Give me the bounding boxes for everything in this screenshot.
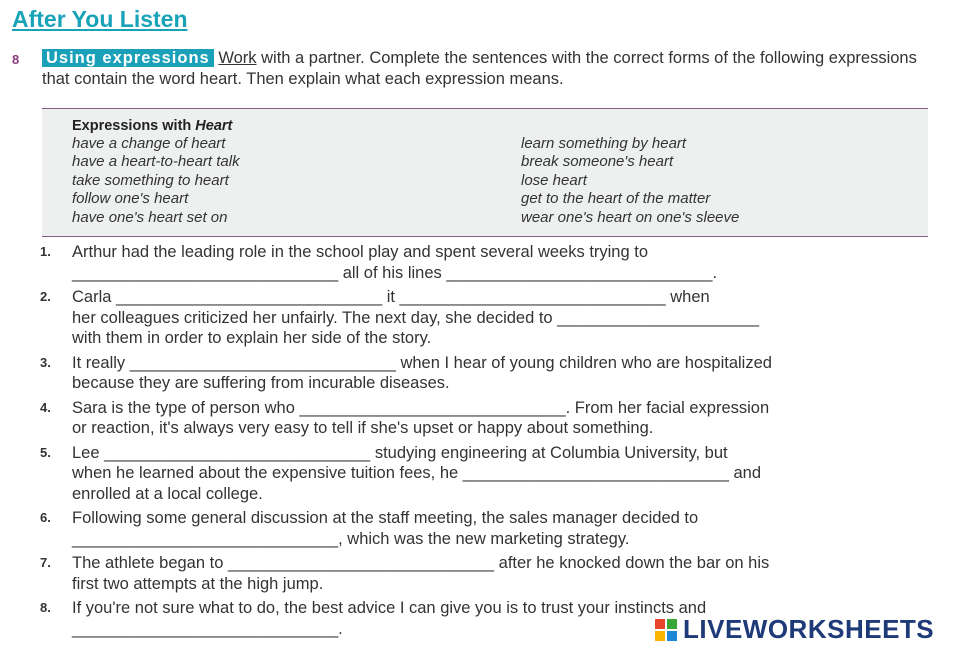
item-number: 5.	[40, 444, 51, 460]
exercise-item	[40, 398, 935, 439]
expression-item: wear one's heart on one's sleeve	[521, 208, 740, 226]
expressions-box-title	[72, 118, 232, 134]
logo-text: LIVEWORKSHEETS	[683, 614, 935, 644]
expressions-left-column	[72, 135, 240, 227]
expression-item: have one's heart set on	[72, 208, 228, 226]
item-text[interactable]: Lee _____________________________ studying engineering at Columbia University, but when he learned about the expensive tuition fees, he _____________________________ and enrolled at a local college.	[72, 443, 762, 503]
exercise-item	[40, 242, 935, 283]
exercise-item	[40, 353, 935, 394]
item-number: 7.	[40, 555, 51, 570]
expression-item: break someone's heart	[521, 153, 674, 171]
logo-block	[655, 631, 665, 641]
item-number: 2.	[40, 289, 51, 304]
expression-item: have a heart-to-heart talk	[72, 153, 240, 171]
expression-item: lose heart	[521, 171, 587, 189]
exercise-instruction	[42, 48, 922, 90]
item-text[interactable]: The athlete began to _____________________________ after he knocked down the bar on his first two attempts at the high jump.	[72, 554, 770, 593]
page-title: After You Listen	[12, 6, 188, 32]
instruction-work: Work	[218, 49, 257, 67]
item-text[interactable]: Carla _____________________________ it _____________________________ when her colleagues criticized her unfairly. The next day, she decided to ______________________ with them in order to explain her side of the story.	[72, 288, 760, 347]
exercise-number: 8	[12, 52, 20, 67]
expression-item: follow one's heart	[72, 190, 189, 208]
item-number: 4.	[40, 399, 51, 415]
logo-block	[667, 631, 677, 641]
expression-item: take something to heart	[72, 171, 229, 189]
item-number: 8.	[40, 600, 51, 615]
item-number: 3.	[40, 354, 51, 370]
item-text[interactable]: Arthur had the leading role in the school play and spent several weeks trying to _____________________________ all of his lines _____________________________.	[72, 243, 718, 282]
logo-block	[667, 619, 677, 629]
item-text[interactable]: If you're not sure what to do, the best advice I can give you is to trust your instincts and _____________________________.	[72, 599, 707, 638]
item-number: 1.	[40, 244, 51, 259]
expressions-box	[42, 108, 928, 237]
item-text[interactable]: Sara is the type of person who _____________________________. From her facial expression or reaction, it's always very easy to tell if she's upset or happy about something.	[72, 398, 770, 437]
expression-item: get to the heart of the matter	[521, 190, 711, 208]
exercise-items	[40, 242, 935, 643]
exercise-item	[40, 553, 935, 594]
box-title-text: Expressions with	[72, 118, 192, 134]
exercise-item	[40, 508, 935, 549]
logo-icon	[655, 619, 677, 641]
exercise-item	[40, 443, 935, 505]
box-title-word: Heart	[195, 118, 233, 134]
logo-block	[655, 619, 665, 629]
liveworksheets-logo	[655, 614, 934, 645]
expression-item: learn something by heart	[521, 135, 687, 152]
item-text[interactable]: It really _____________________________ when I hear of young children who are hospitalized because they are suffering from incurable diseases.	[72, 353, 772, 392]
exercise-item	[40, 287, 935, 349]
expressions-right-column	[521, 135, 739, 227]
item-number: 6.	[40, 510, 51, 525]
expression-item: have a change of heart	[72, 135, 226, 152]
item-text[interactable]: Following some general discussion at the staff meeting, the sales manager decided to _____________________________, which was the new marketing strategy.	[72, 509, 699, 548]
instruction-text: with a partner. Complete the sentences with the correct forms of the following expressions that contain the word heart. Then explain what each expression means.	[42, 49, 917, 88]
exercise-tag: Using expressions	[42, 49, 214, 67]
